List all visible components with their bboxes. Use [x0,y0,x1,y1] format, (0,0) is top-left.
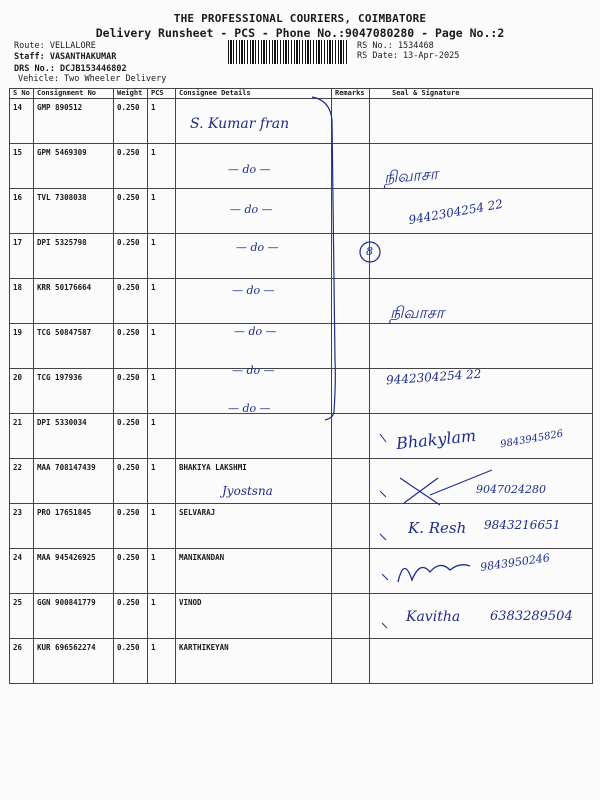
cell-remarks [332,324,370,369]
cell-remarks [332,459,370,504]
cell-pcs: 1 [148,99,176,144]
col-consignment: Consignment No [34,89,114,99]
cell-sno: 25 [10,594,34,639]
cell-signature [370,279,593,324]
table-row [10,369,593,414]
col-remarks: Remarks [332,89,370,99]
cell-sno: 19 [10,324,34,369]
cell-consignment: PRO 17651845 [34,504,114,549]
signature-16: நிவாசா [383,164,439,187]
cell-consignee [176,144,332,189]
cell-pcs: 1 [148,369,176,414]
table-row [10,189,593,234]
cell-pcs: 1 [148,324,176,369]
phone-22: 9843945826 [499,428,565,451]
cell-sno: 24 [10,549,34,594]
cell-pcs: 1 [148,414,176,459]
cell-consignee [176,414,332,459]
cell-consignee: VINOD [176,594,332,639]
cell-signature [370,549,593,594]
signature-19: நிவாசா [390,303,445,322]
cell-consignment: GMP 890512 [34,99,114,144]
cell-consignee [176,234,332,279]
cell-consignment: KRR 50176664 [34,279,114,324]
staff-text: Staff: VASANTHAKUMAR [14,52,117,62]
cell-pcs: 1 [148,459,176,504]
runsheet-title: Delivery Runsheet - PCS - Phone No.:9047080280 - Page No.:2 [95,26,505,40]
table-row [10,549,593,594]
cell-weight: 0.250 [114,234,148,279]
table-row [10,144,593,189]
cell-weight: 0.250 [114,189,148,234]
cell-consignment: DPI 5330034 [34,414,114,459]
cell-signature [370,639,593,684]
phone-25: 9843950246 [479,551,551,574]
table-row [10,594,593,639]
cell-sno: 22 [10,459,34,504]
cell-remarks [332,369,370,414]
cell-consignment: TVL 7308038 [34,189,114,234]
col-pcs: PCS [148,89,176,99]
cell-consignment: MAA 945426925 [34,549,114,594]
rs-number: RS No.: 1534468 [357,41,434,51]
table-row [10,324,593,369]
cell-weight: 0.250 [114,414,148,459]
cell-consignee [176,189,332,234]
cell-remarks [332,594,370,639]
cell-sno: 16 [10,189,34,234]
cell-remarks [332,504,370,549]
cell-sno: 23 [10,504,34,549]
cell-remarks [332,414,370,459]
cell-sno: 21 [10,414,34,459]
cell-weight: 0.250 [114,504,148,549]
signature-22: Bhakylam [395,425,477,454]
cell-consignee [176,99,332,144]
cell-consignee [176,279,332,324]
cell-remarks [332,279,370,324]
cell-consignment: GPM 5469309 [34,144,114,189]
phone-17: 9442304254 22 [407,196,504,228]
table-row [10,99,593,144]
cell-signature [370,414,593,459]
cell-consignee [176,369,332,414]
cell-sno: 14 [10,99,34,144]
phone-21: 9442304254 22 [385,366,482,388]
cell-weight: 0.250 [114,594,148,639]
col-weight: Weight [114,89,148,99]
col-sno: S No [10,89,34,99]
table-row [10,504,593,549]
ditto-16: — do — [230,203,273,216]
cell-signature [370,459,593,504]
cell-pcs: 1 [148,279,176,324]
cell-signature [370,189,593,234]
cell-consignment: GGN 900841779 [34,594,114,639]
table-row [10,639,593,684]
cell-weight: 0.250 [114,324,148,369]
cell-consignee: MANIKANDAN [176,549,332,594]
cell-pcs: 1 [148,549,176,594]
cell-consignee: SELVARAJ [176,504,332,549]
cell-consignment: TCG 197936 [34,369,114,414]
cell-signature [370,504,593,549]
table-row [10,234,593,279]
ditto-18: — do — [232,284,275,297]
drs-number: DRS No.: DCJB153446802 [14,64,127,74]
cell-signature [370,234,593,279]
row14-consignee-hw: S. Kumar fran [190,116,290,132]
cell-weight: 0.250 [114,144,148,189]
signature-24: K. Resh [408,519,467,537]
rs-date: RS Date: 13-Apr-2025 [357,51,460,61]
cell-signature [370,366,593,414]
runsheet-table [9,88,593,684]
col-signature: Seal & Signature [370,89,593,99]
cell-consignment: MAA 708147439 [34,459,114,504]
cell-sno: 17 [10,234,34,279]
company-title: THE PROFESSIONAL COURIERS, COIMBATORE [173,12,427,25]
table-row [10,459,593,504]
cell-sno: 15 [10,144,34,189]
col-consignee: Consignee Details [176,89,332,99]
cell-pcs: 1 [148,144,176,189]
cell-remarks [332,144,370,189]
table-row [10,414,593,459]
cell-signature [370,324,593,369]
name-23: Jyostsna [222,484,273,498]
cell-consignee [176,324,332,369]
ditto-15: — do — [228,163,271,176]
cell-pcs: 1 [148,594,176,639]
cell-remarks [332,549,370,594]
phone-26: 6383289504 [490,609,573,624]
cell-weight: 0.250 [114,369,148,414]
cell-weight: 0.250 [114,99,148,144]
cell-consignee: KARTHIKEYAN [176,639,332,684]
cell-weight: 0.250 [114,279,148,324]
cell-weight: 0.250 [114,639,148,684]
table-header-row [10,89,593,99]
ditto-19: — do — [234,325,277,338]
barcode [228,40,348,64]
signature-26: Kavitha [406,609,461,625]
cell-sno: 20 [10,369,34,414]
cell-pcs: 1 [148,234,176,279]
cell-signature [370,99,593,144]
cell-consignment: KUR 696562274 [34,639,114,684]
cell-signature [370,144,593,189]
cell-pcs: 1 [148,504,176,549]
phone-24: 9843216651 [484,518,561,532]
cell-remarks [332,189,370,234]
cell-remarks [332,99,370,144]
cell-consignee: BHAKIYA LAKSHMI [176,459,332,504]
cell-remarks [332,234,370,279]
ditto-20: — do — [232,364,275,377]
cell-weight: 0.250 [114,549,148,594]
circled-8: 8 [366,245,373,258]
cell-pcs: 1 [148,189,176,234]
phone-23: 9047024280 [476,483,546,496]
cell-sno: 26 [10,639,34,684]
table-row [10,279,593,324]
cell-sno: 18 [10,279,34,324]
ditto-21: — do — [228,402,271,415]
cell-remarks [332,639,370,684]
ditto-17: — do — [236,241,279,254]
cell-consignment: DPI 5325798 [34,234,114,279]
cell-signature [370,594,593,639]
route-text: Route: VELLALORE [14,41,96,51]
cell-pcs: 1 [148,639,176,684]
cell-weight: 0.250 [114,459,148,504]
vehicle-text: Vehicle: Two Wheeler Delivery [18,74,167,84]
cell-consignment: TCG 50847587 [34,324,114,369]
